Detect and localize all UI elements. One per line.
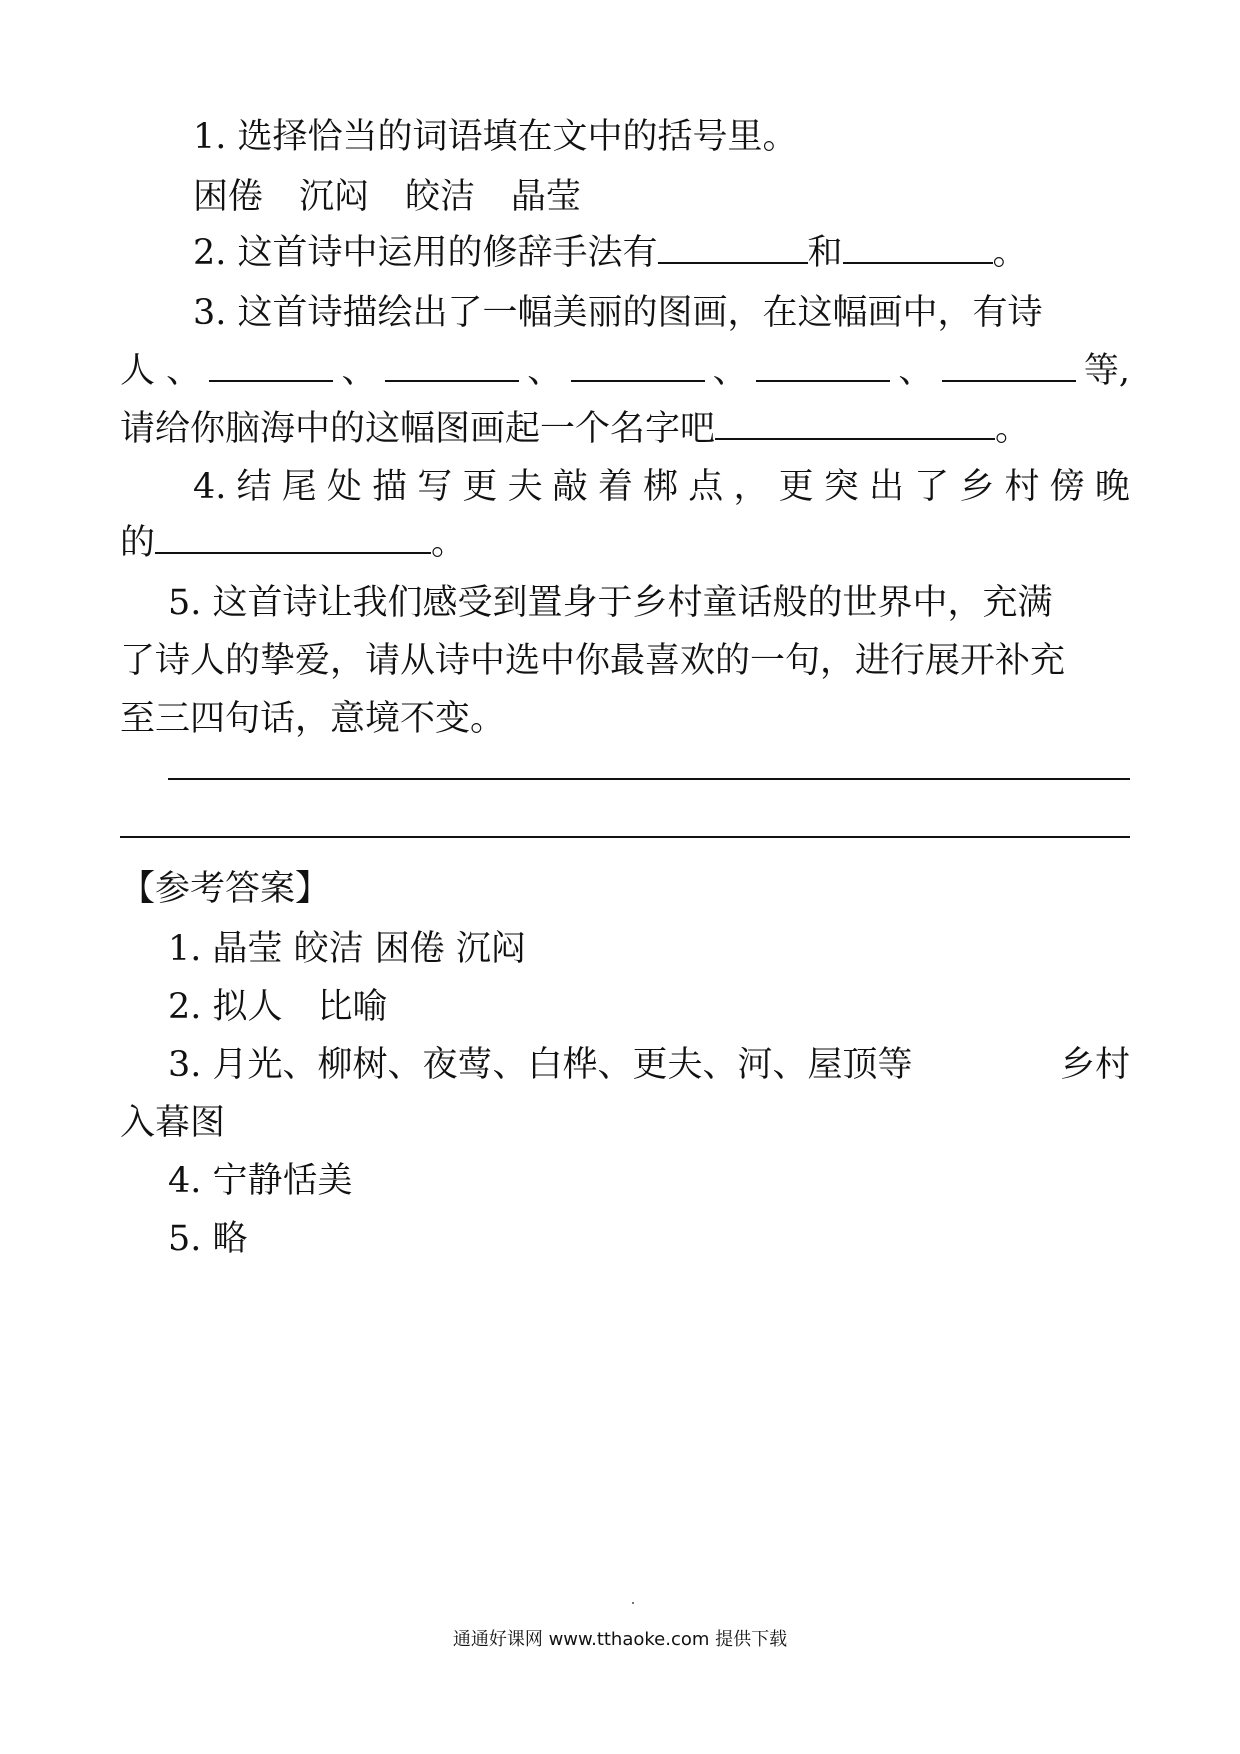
q3-sep: 、 xyxy=(527,351,563,391)
q4-char: 着 xyxy=(597,467,633,507)
q3-line2-start: 人 、 xyxy=(120,351,202,391)
q4-line2-start: 的 xyxy=(120,523,156,563)
option-word: 皎洁 xyxy=(405,177,476,217)
q4-line1 xyxy=(193,462,1130,512)
q2-text: 2. 这首诗中运用的修辞手法有 xyxy=(193,233,658,273)
q3-line2-end: 等, xyxy=(1083,351,1130,391)
q4-char: 出 xyxy=(868,467,904,507)
q4-line2 xyxy=(120,518,1130,568)
q3-sep: 、 xyxy=(341,351,377,391)
answer-blank[interactable] xyxy=(942,346,1076,382)
answer-3-line1 xyxy=(168,1040,1130,1090)
q4-char: 处 xyxy=(326,467,362,507)
q4-char: 写 xyxy=(417,467,453,507)
q4-char: 梆 xyxy=(643,467,679,507)
q4-char: 村 xyxy=(1004,467,1040,507)
q4-char: 了 xyxy=(914,467,950,507)
answer-blank[interactable] xyxy=(385,346,519,382)
q1-options xyxy=(193,172,1130,222)
q5-line1: 5. 这首诗让我们感受到置身于乡村童话般的世界中，充满 xyxy=(168,583,1053,623)
q2-line xyxy=(193,228,1130,278)
q3-sep: 、 xyxy=(712,351,748,391)
q4-char: ， xyxy=(733,467,769,507)
q3-line1: 3. 这首诗描绘出了一幅美丽的图画，在这幅画中，有诗 xyxy=(193,293,1043,333)
q4-line2-end: 。 xyxy=(431,523,467,563)
q1-title: 1. 选择恰当的词语填在文中的括号里。 xyxy=(193,117,798,157)
q4-char: 尾 xyxy=(281,467,317,507)
q5-line2: 了诗人的挚爱，请从诗中选中你最喜欢的一句，进行展开补充 xyxy=(120,641,1066,681)
answer-blank[interactable] xyxy=(658,228,808,264)
option-word: 沉闷 xyxy=(299,177,370,217)
q3-line3-text: 请给你脑海中的这幅图画起一个名字吧 xyxy=(120,409,716,449)
q4-char: 突 xyxy=(823,467,859,507)
answer-blank[interactable] xyxy=(715,404,995,440)
q4-char: 敲 xyxy=(552,467,588,507)
q4-char: 晚 xyxy=(1094,467,1130,507)
answer-blank[interactable] xyxy=(756,346,890,382)
answer-4: 4. 宁静恬美 xyxy=(168,1161,353,1201)
q3-line3 xyxy=(120,404,1130,454)
answer-3-title: 乡村 xyxy=(1059,1045,1130,1085)
q4-char: 4. xyxy=(193,467,227,507)
q4-char: 傍 xyxy=(1049,467,1085,507)
q2-and: 和 xyxy=(807,233,843,273)
answer-5: 5. 略 xyxy=(168,1219,248,1259)
q4-char: 夫 xyxy=(507,467,543,507)
answer-3-text: 3. 月光、柳树、夜莺、白桦、更夫、河、屋顶等 xyxy=(168,1045,913,1085)
q3-sep: 、 xyxy=(898,351,934,391)
answer-blank[interactable] xyxy=(571,346,705,382)
q3-line3-end: 。 xyxy=(995,409,1031,449)
q4-char: 更 xyxy=(462,467,498,507)
writing-line[interactable] xyxy=(168,778,1130,780)
q4-char: 乡 xyxy=(959,467,995,507)
answer-1: 1. 晶莹 皎洁 困倦 沉闷 xyxy=(168,929,526,969)
q4-char: 点 xyxy=(688,467,724,507)
writing-line[interactable] xyxy=(120,836,1130,838)
answer-2: 2. 拟人 比喻 xyxy=(168,987,388,1027)
q4-char: 更 xyxy=(778,467,814,507)
q4-char: 结 xyxy=(236,467,272,507)
answers-header: 【参考答案】 xyxy=(120,869,331,909)
q4-char: 描 xyxy=(372,467,408,507)
q5-line3: 至三四句话，意境不变。 xyxy=(120,699,506,739)
answer-3-line2: 入暮图 xyxy=(120,1103,226,1143)
answer-blank[interactable] xyxy=(155,518,431,554)
footer-text: 通通好课网 www.tthaoke.com 提供下载 xyxy=(452,1629,788,1650)
q2-end: 。 xyxy=(992,233,1028,273)
answer-blank[interactable] xyxy=(209,346,333,382)
option-word: 晶莹 xyxy=(511,177,582,217)
decorative-dot xyxy=(632,1602,634,1604)
answer-blank[interactable] xyxy=(843,228,993,264)
option-word: 困倦 xyxy=(193,177,264,217)
q3-line2 xyxy=(120,346,1130,396)
